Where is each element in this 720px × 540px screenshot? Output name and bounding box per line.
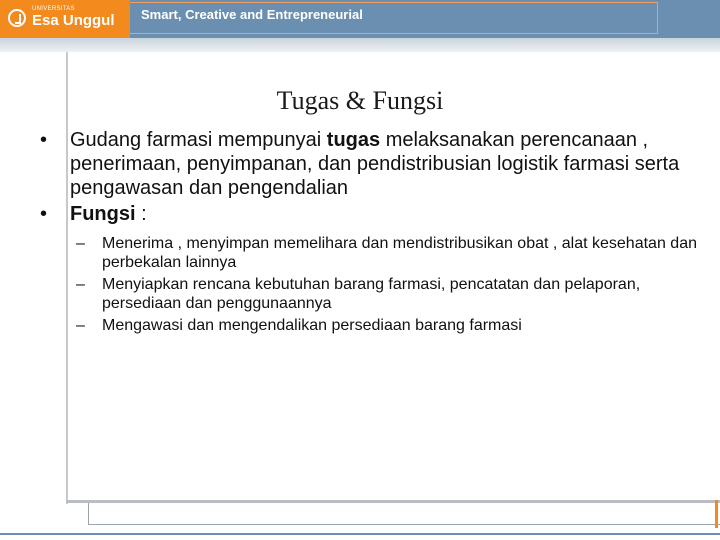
fungsi-item-text: Menerima , menyimpan memelihara dan mendistribusikan obat , alat kesehatan dan perbekalan lainnya	[102, 235, 697, 271]
fungsi-item	[76, 234, 700, 272]
bullet-tugas-post: melaksanakan perencanaan , penerimaan, penyimpanan, dan pendistribusian logistik farmasi serta pengawasan dan pengendalian	[70, 129, 680, 199]
bullet-fungsi	[40, 202, 700, 226]
university-logo	[0, 0, 130, 38]
logo-emblem-icon	[8, 9, 26, 27]
bullet-tugas-bold: tugas	[326, 129, 381, 151]
bullet-fungsi-post: :	[135, 203, 147, 225]
header-tagline: Smart, Creative and Entrepreneurial	[141, 7, 363, 22]
dash-marker: –	[76, 317, 85, 334]
fungsi-item-text: Menyiapkan rencana kebutuhan barang farmasi, pencatatan dan pelaporan, persediaan dan penggunaannya	[102, 276, 641, 312]
logo-name: Esa Unggul	[32, 12, 115, 29]
bullet-tugas	[40, 128, 700, 200]
bottom-line	[0, 533, 720, 535]
fungsi-list	[76, 234, 700, 335]
slide-content	[40, 128, 700, 338]
frame-bottom-box	[88, 503, 720, 525]
fungsi-item	[76, 275, 700, 313]
logo-subtitle: UNIVERSITAS	[32, 6, 75, 12]
bullet-marker: •	[40, 129, 48, 151]
fungsi-item	[76, 316, 700, 335]
dash-marker: –	[76, 235, 85, 252]
bullet-tugas-pre: Gudang farmasi mempunyai	[70, 129, 327, 151]
bullet-fungsi-bold: Fungsi	[70, 203, 136, 225]
dash-marker: –	[76, 276, 85, 293]
bottom-accent	[715, 500, 718, 528]
bullet-marker: •	[40, 203, 48, 225]
slide-title: Tugas & Fungsi	[276, 86, 444, 115]
fungsi-item-text: Mengawasi dan mengendalikan persediaan barang farmasi	[102, 317, 522, 334]
header-shadow	[0, 38, 720, 52]
